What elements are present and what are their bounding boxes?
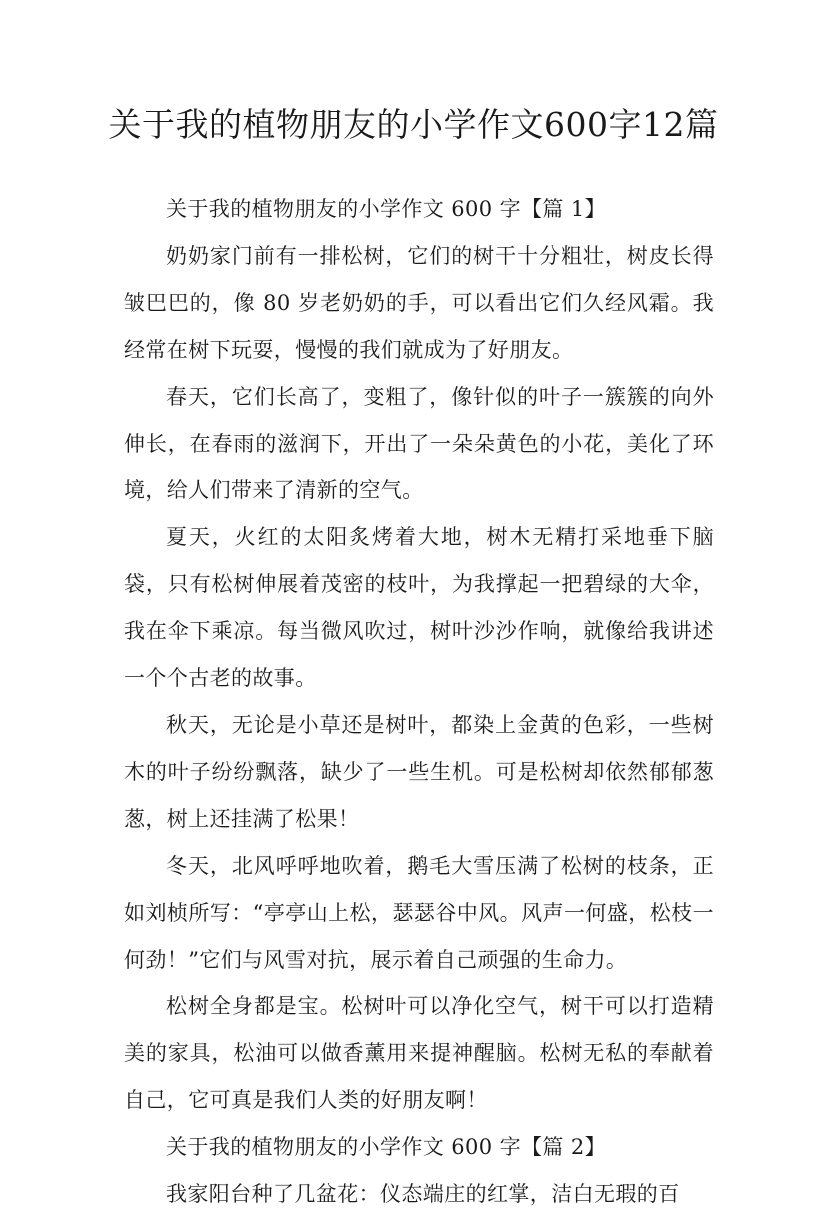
paragraph: 奶奶家门前有一排松树，它们的树干十分粗壮，树皮长得皱巴巴的，像 80 岁老奶奶的手，可以看出它们久经风霜。我经常在树下玩耍，慢慢的我们就成为了好朋友。 bbox=[124, 243, 714, 362]
section-heading-2: 关于我的植物朋友的小学作文 600 字【篇 2】 bbox=[166, 1135, 607, 1160]
document-title: 关于我的植物朋友的小学作文600字12篇 bbox=[108, 105, 719, 144]
paragraph: 夏天，火红的太阳炙烤着大地，树木无精打采地垂下脑袋，只有松树伸展着茂密的枝叶，为我撑起一把碧绿的大伞，我在伞下乘凉。每当微风吹过，树叶沙沙作响，就像给我讲述一个个古老的故事。 bbox=[124, 525, 714, 691]
paragraph: 松树全身都是宝。松树叶可以净化空气，树干可以打造精美的家具，松油可以做香薰用来提神醒脑。松树无私的奉献着自己，它可真是我们人类的好朋友啊！ bbox=[124, 994, 714, 1113]
section-heading-1: 关于我的植物朋友的小学作文 600 字【篇 1】 bbox=[166, 197, 607, 221]
paragraph: 秋天，无论是小草还是树叶，都染上金黄的色彩，一些树木的叶子纷纷飘落，缺少了一些生机。可是松树却依然郁郁葱葱，树上还挂满了松果！ bbox=[124, 712, 714, 831]
paragraph: 春天，它们长高了，变粗了，像针似的叶子一簇簇的向外伸长，在春雨的滋润下，开出了一朵朵黄色的小花，美化了环境，给人们带来了清新的空气。 bbox=[124, 384, 714, 503]
paragraph: 冬天，北风呼呼地吹着，鹅毛大雪压满了松树的枝条，正如刘桢所写：“亭亭山上松，瑟瑟谷中风。风声一何盛，松枝一何劲！”它们与风雪对抗，展示着自己顽强的生命力。 bbox=[124, 853, 714, 972]
paragraph: 我家阳台种了几盆花：仪态端庄的红掌，洁白无瑕的百 bbox=[166, 1182, 680, 1207]
document-body bbox=[124, 186, 714, 1218]
